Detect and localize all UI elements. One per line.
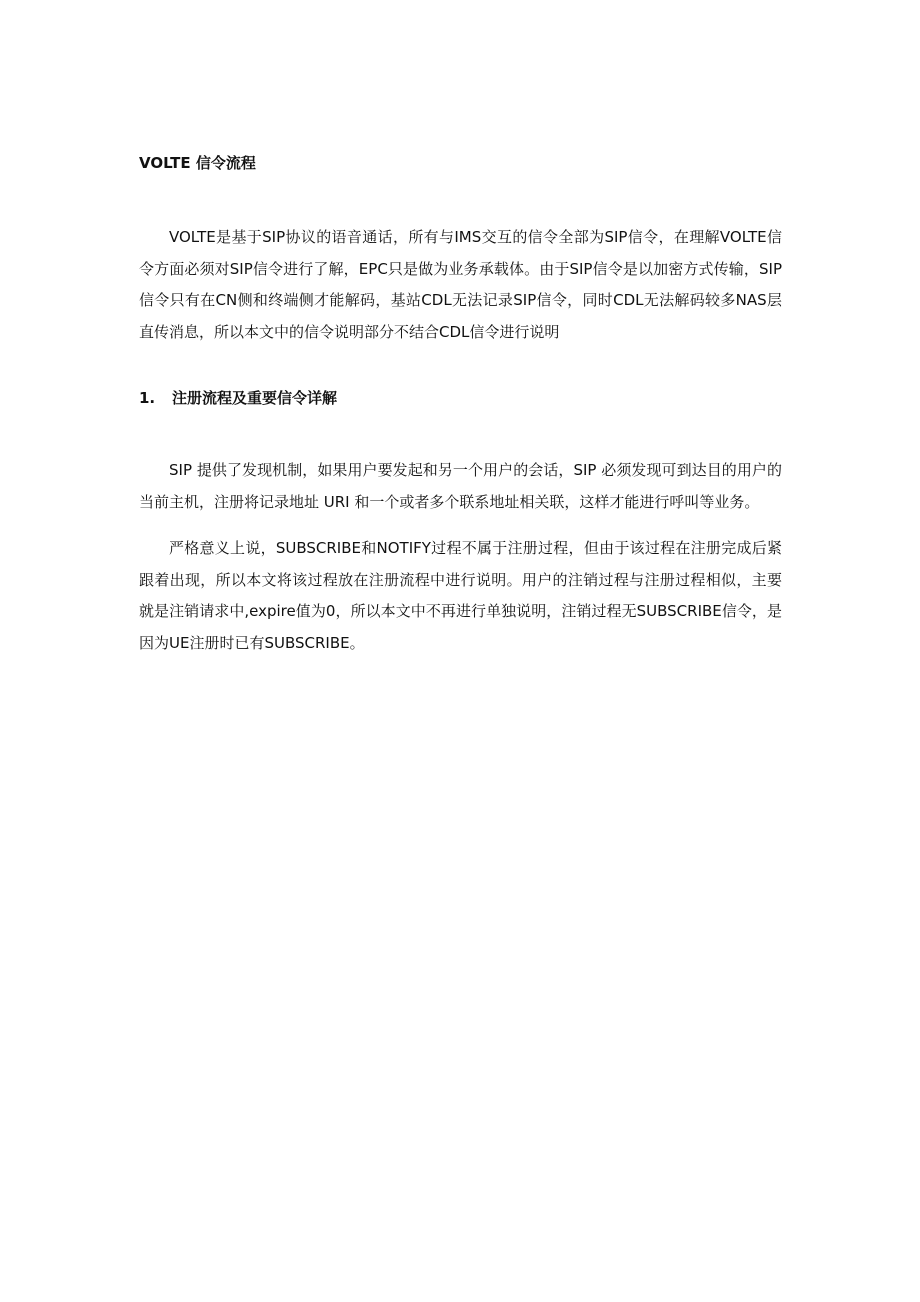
intro-paragraph: VOLTE是基于SIP协议的语音通话，所有与IMS交互的信令全部为SIP信令，在理解VOLTE信令方面必须对SIP信令进行了解，EPC只是做为业务承载体。由于SIP信令是以加密方式传输，SIP信令只有在CN侧和终端侧才能解码，基站CDL无法记录SIP信令，同时CDL无法解码较多NAS层直传消息，所以本文中的信令说明部分不结合CDL信令进行说明 <box>139 228 782 341</box>
section-number: 1. <box>139 389 156 407</box>
section-paragraph: 严格意义上说，SUBSCRIBE和NOTIFY过程不属于注册过程，但由于该过程在注册完成后紧跟着出现，所以本文将该过程放在注册流程中进行说明。用户的注销过程与注册过程相似，主要就是注销请求中,expire值为0，所以本文中不再进行单独说明，注销过程无SUBSCRIBE信令，是因为UE注册时已有SUBSCRIBE。 <box>139 539 782 652</box>
section-heading <box>139 385 782 411</box>
document-title: VOLTE 信令流程 <box>139 154 256 172</box>
section-title: 注册流程及重要信令详解 <box>172 389 338 407</box>
section-paragraph: SIP 提供了发现机制，如果用户要发起和另一个用户的会话，SIP 必须发现可到达目的用户的当前主机，注册将记录地址 URI 和一个或者多个联系地址相关联，这样才能进行呼叫等业务。 <box>139 461 782 511</box>
document-body <box>139 150 782 659</box>
